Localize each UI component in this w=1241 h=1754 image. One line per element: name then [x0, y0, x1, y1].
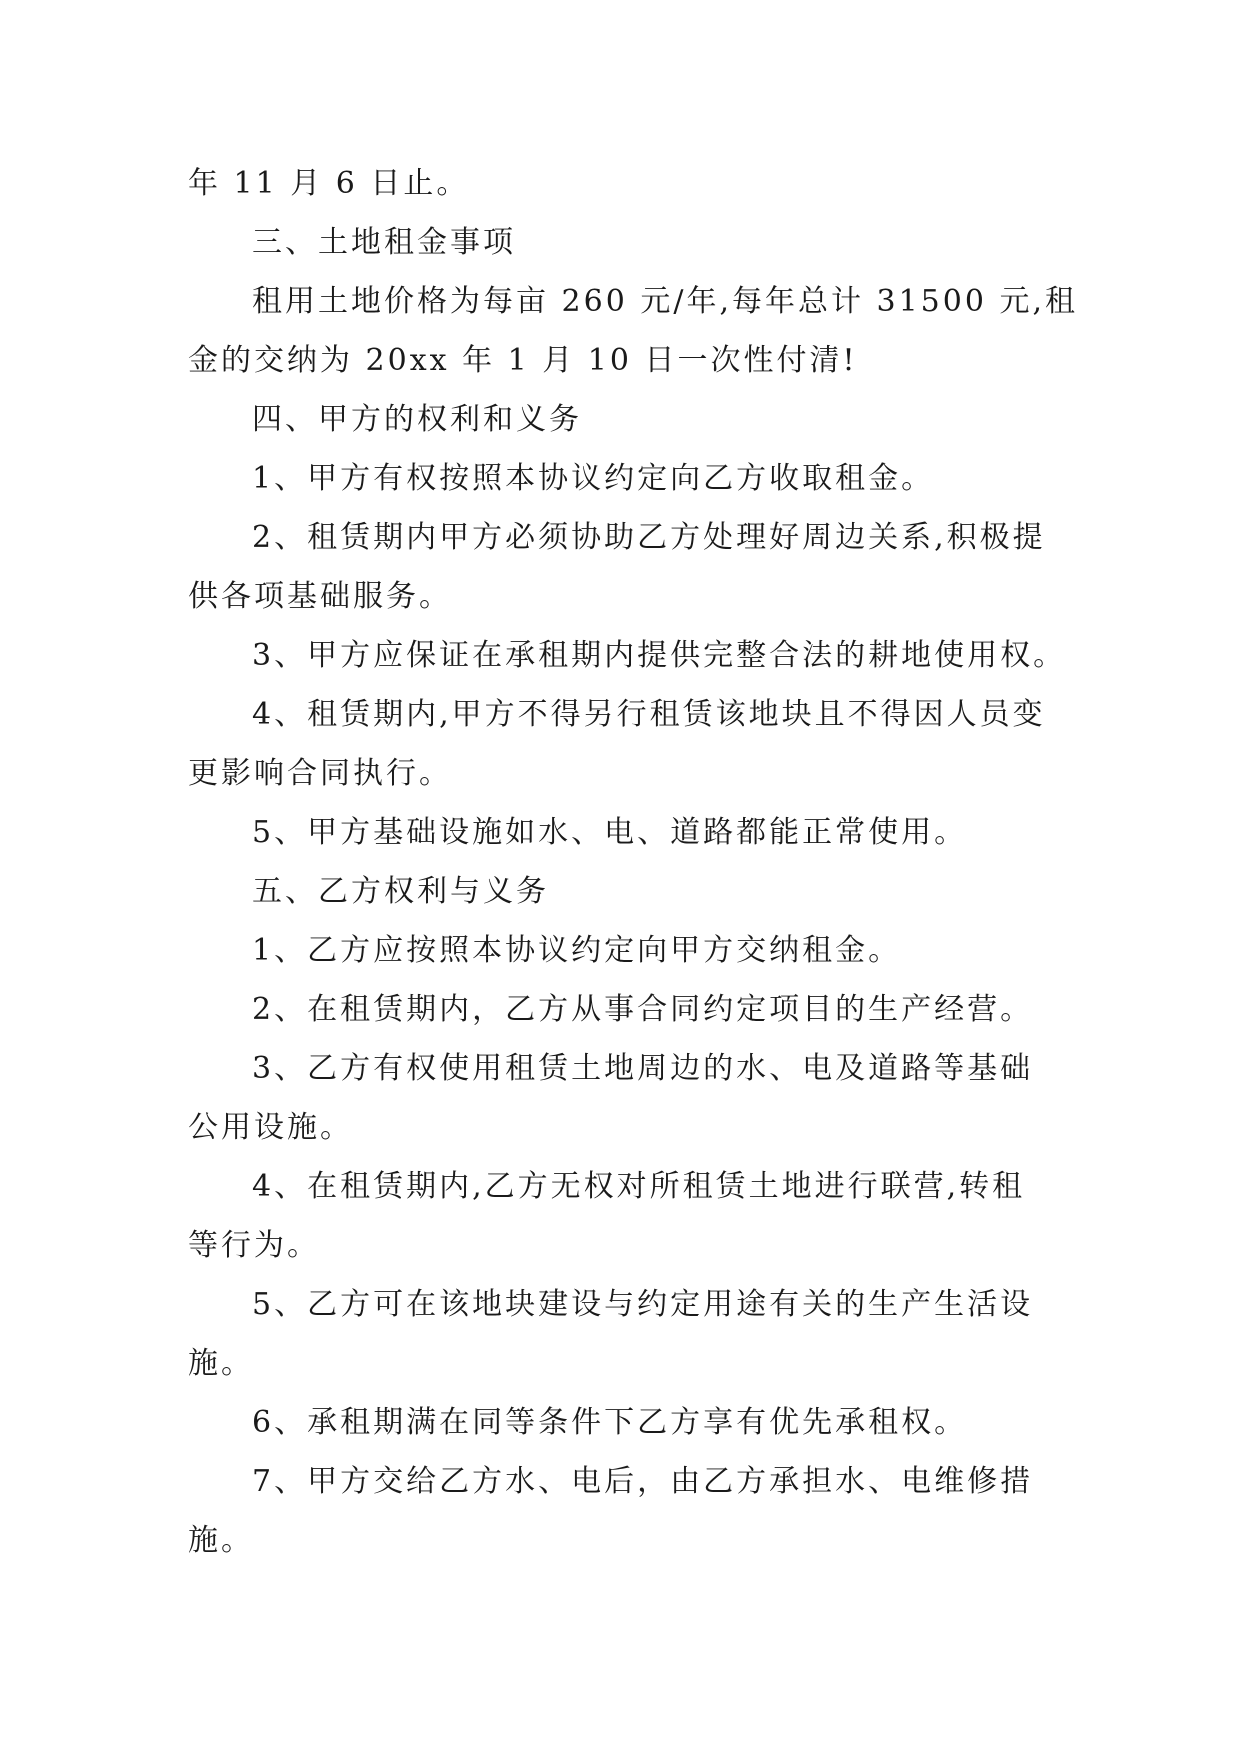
text-line: 1、乙方应按照本协议约定向甲方交纳租金。 — [252, 933, 902, 968]
text-line: 四、甲方的权利和义务 — [252, 402, 582, 437]
text-line: 金的交纳为 20xx 年 1 月 10 日一次性付清! — [188, 343, 858, 378]
text-line: 供各项基础服务。 — [188, 579, 452, 614]
text-line: 3、乙方有权使用租赁土地周边的水、电及道路等基础 — [252, 1051, 1034, 1086]
text-line: 租用土地价格为每亩 260 元/年,每年总计 31500 元,租 — [252, 284, 1079, 319]
text-line: 2、在租赁期内，乙方从事合同约定项目的生产经营。 — [252, 992, 1034, 1027]
text-line: 施。 — [188, 1523, 254, 1558]
text-line: 5、甲方基础设施如水、电、道路都能正常使用。 — [252, 815, 968, 850]
text-line: 公用设施。 — [188, 1110, 353, 1145]
text-line: 三、土地租金事项 — [252, 225, 516, 260]
text-line: 7、甲方交给乙方水、电后，由乙方承担水、电维修措 — [252, 1464, 1034, 1499]
text-line: 6、承租期满在同等条件下乙方享有优先承租权。 — [252, 1405, 968, 1440]
text-line: 等行为。 — [188, 1228, 320, 1263]
text-line: 五、乙方权利与义务 — [252, 874, 549, 909]
text-line: 施。 — [188, 1346, 254, 1381]
text-line: 5、乙方可在该地块建设与约定用途有关的生产生活设 — [252, 1287, 1034, 1322]
text-line: 3、甲方应保证在承租期内提供完整合法的耕地使用权。 — [252, 638, 1067, 673]
text-line: 2、租赁期内甲方必须协助乙方处理好周边关系,积极提 — [252, 520, 1046, 555]
document-body — [188, 154, 1079, 1570]
text-line: 4、租赁期内,甲方不得另行租赁该地块且不得因人员变 — [252, 697, 1046, 732]
text-line: 更影响合同执行。 — [188, 756, 452, 791]
text-line: 1、甲方有权按照本协议约定向乙方收取租金。 — [252, 461, 935, 496]
text-line: 年 11 月 6 日止。 — [188, 166, 470, 201]
text-line: 4、在租赁期内,乙方无权对所租赁土地进行联营,转租 — [252, 1169, 1026, 1204]
